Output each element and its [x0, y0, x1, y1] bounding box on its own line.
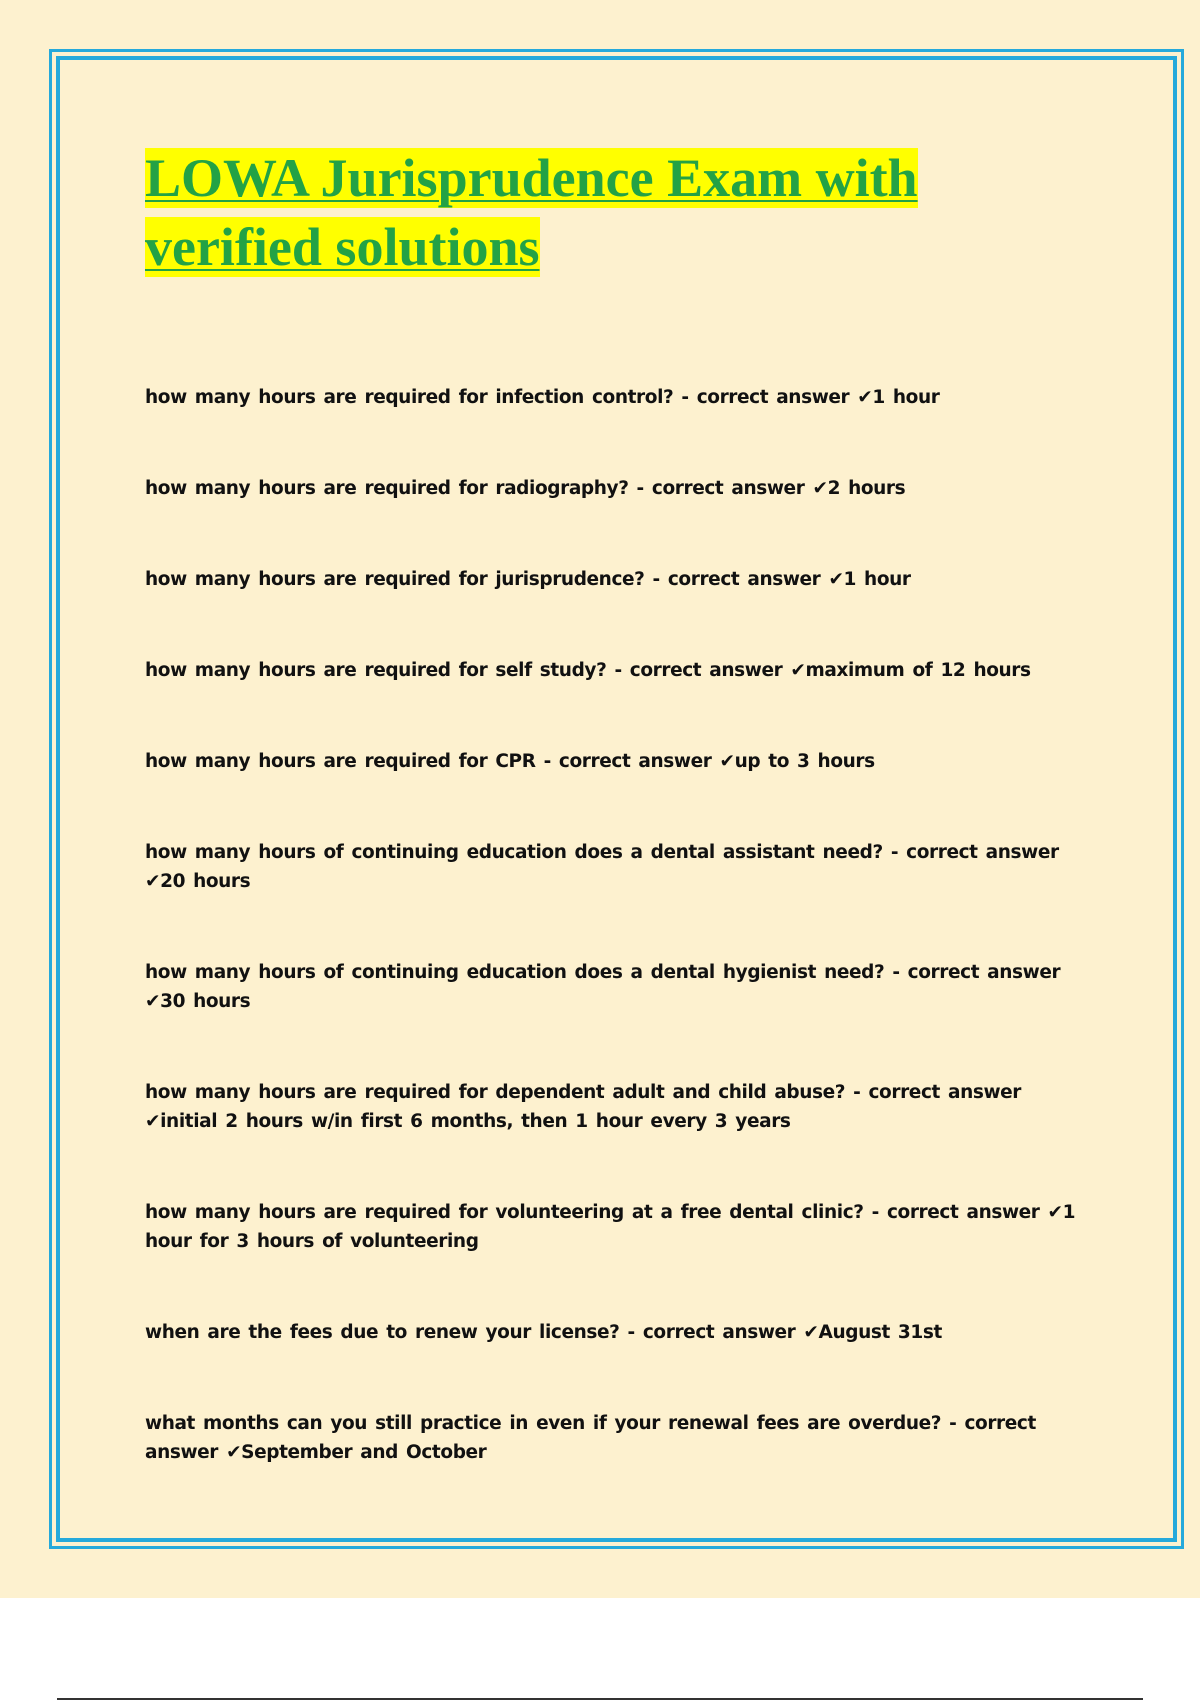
qa-item-jurisprudence: how many hours are required for jurisprudence? - correct answer ✔1 hour: [145, 569, 911, 590]
qa-item-abuse-training: how many hours are required for dependent adult and child abuse? - correct answer ✔initial 2 hours w/in first 6 months, then 1 hour every 3 years: [145, 1082, 1022, 1132]
title-line-1: LOWA Jurisprudence Exam with: [145, 148, 918, 208]
qa-item-dental-hygienist-ce: how many hours of continuing education does a dental hygienist need? - correct answer ✔30 hours: [145, 962, 1061, 1012]
qa-list: [145, 383, 1085, 1467]
qa-item-infection-control: how many hours are required for infection control? - correct answer ✔1 hour: [145, 387, 940, 408]
qa-item-radiography: how many hours are required for radiography? - correct answer ✔2 hours: [145, 478, 906, 499]
document-title: [145, 144, 995, 282]
qa-item-volunteering: how many hours are required for volunteering at a free dental clinic? - correct answer ✔1 hour for 3 hours of volunteering: [145, 1202, 1076, 1252]
qa-item-dental-assistant-ce: how many hours of continuing education does a dental assistant need? - correct answer ✔20 hours: [145, 842, 1059, 892]
qa-item-self-study: how many hours are required for self study? - correct answer ✔maximum of 12 hours: [145, 660, 1031, 681]
qa-item-renewal-fees: when are the fees due to renew your license? - correct answer ✔August 31st: [145, 1322, 942, 1343]
qa-item-overdue-months: what months can you still practice in even if your renewal fees are overdue? - correct answer ✔September and October: [145, 1413, 1036, 1463]
qa-item-cpr: how many hours are required for CPR - correct answer ✔up to 3 hours: [145, 751, 875, 772]
title-line-2: verified solutions: [145, 217, 540, 277]
